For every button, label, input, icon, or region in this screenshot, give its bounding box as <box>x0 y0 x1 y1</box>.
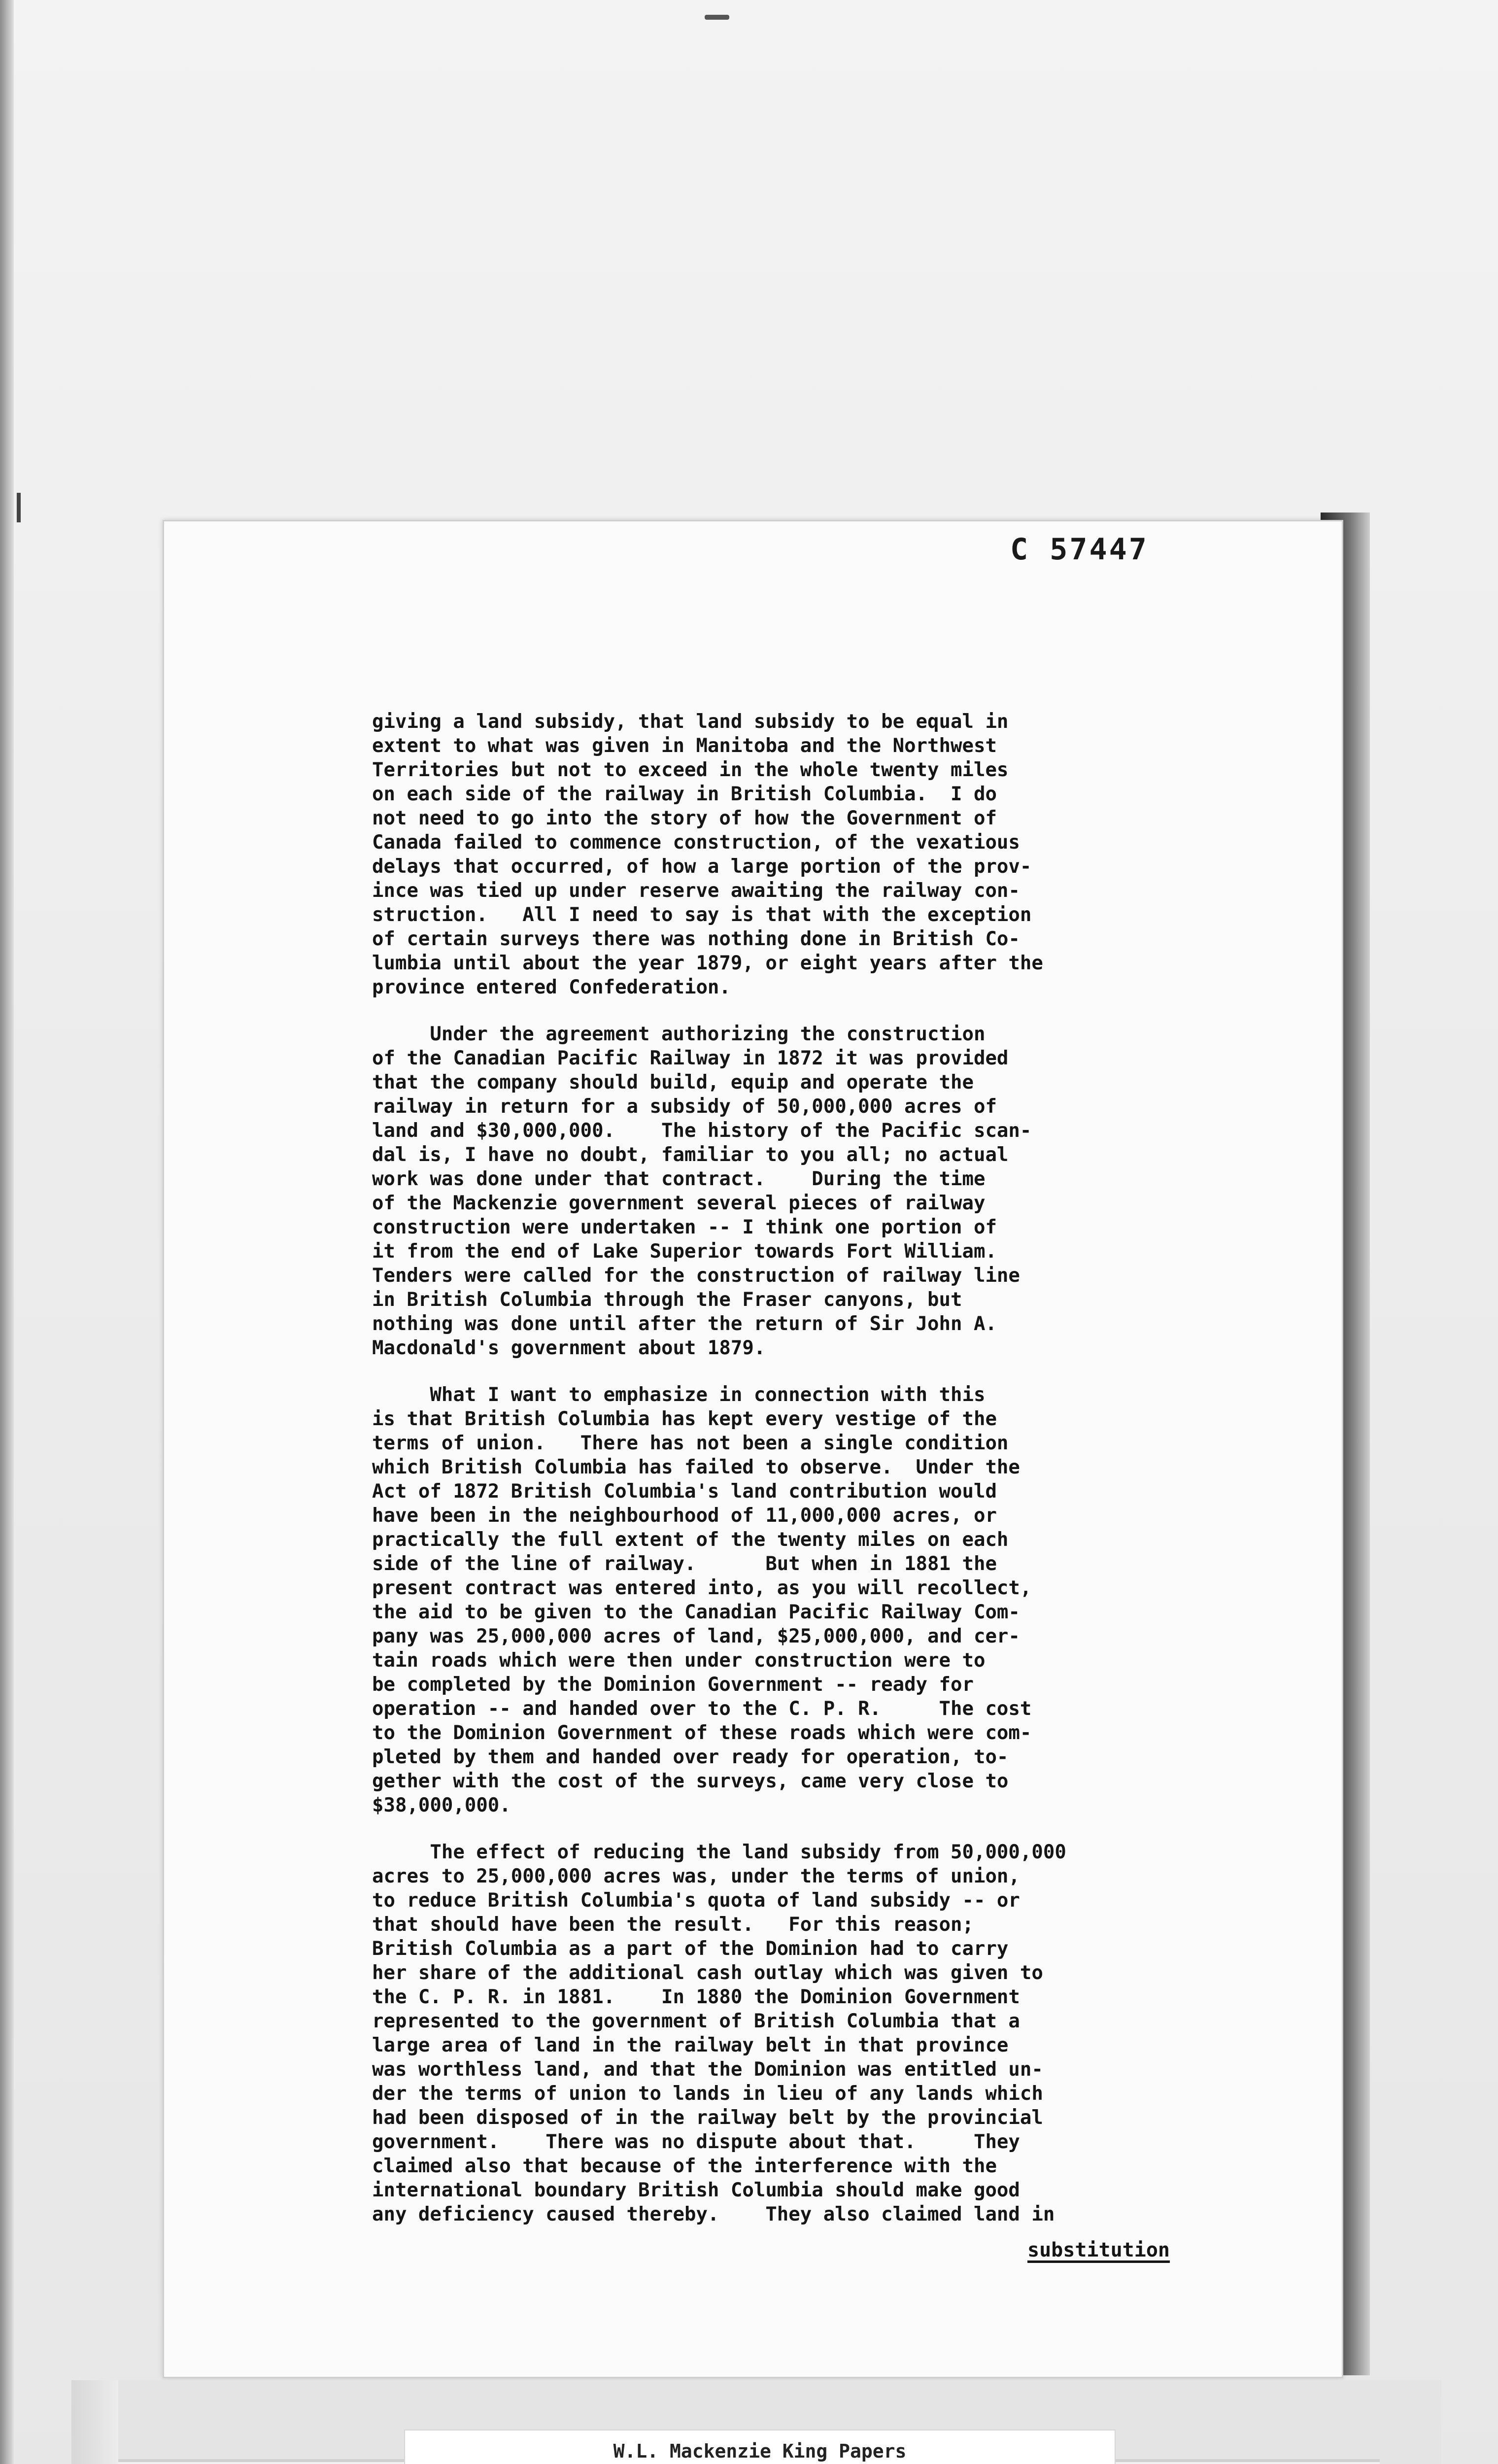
text-line: gether with the cost of the surveys, came very close to <box>372 1770 1009 1792</box>
text-line: nothing was done until after the return of Sir John A. <box>372 1313 997 1335</box>
paragraph <box>372 1840 1264 2226</box>
text-line: be completed by the Dominion Government -- ready for <box>372 1674 974 1696</box>
text-line: on each side of the railway in British Columbia. I do <box>372 783 997 805</box>
text-line: operation -- and handed over to the C. P. R. The cost <box>372 1698 1032 1720</box>
text-line: Canada failed to commence construction, of the vexatious <box>372 831 1020 854</box>
text-line: tain roads which were then under construction were to <box>372 1649 986 1672</box>
film-edge <box>0 0 14 2464</box>
text-line: giving a land subsidy, that land subsidy to be equal in <box>372 711 1009 733</box>
text-line: of the Mackenzie government several pieces of railway <box>372 1192 986 1214</box>
text-line: lumbia until about the year 1879, or eight years after the <box>372 952 1043 974</box>
collection-name: W.L. Mackenzie King Papers <box>613 2440 907 2462</box>
text-line: in British Columbia through the Fraser canyons, but <box>372 1289 962 1311</box>
text-line: ince was tied up under reserve awaiting the railway con- <box>372 880 1020 902</box>
text-line: that the company should build, equip and operate the <box>372 1071 974 1094</box>
text-line: What I want to emphasize in connection with this <box>372 1384 986 1406</box>
text-line: The effect of reducing the land subsidy from 50,000,000 <box>372 1841 1066 1863</box>
text-line: present contract was entered into, as you will recollect, <box>372 1577 1032 1599</box>
text-line: was worthless land, and that the Dominion was entitled un- <box>372 2058 1043 2081</box>
text-line: the C. P. R. in 1881. In 1880 the Dominion Government <box>372 1986 1020 2008</box>
paragraph <box>372 1022 1264 1360</box>
text-line: Act of 1872 British Columbia's land contribution would <box>372 1480 997 1503</box>
text-line: the aid to be given to the Canadian Pacific Railway Com- <box>372 1601 1020 1623</box>
text-line: practically the full extent of the twenty miles on each <box>372 1529 1009 1551</box>
text-line: struction. All I need to say is that with the exception <box>372 904 1032 926</box>
text-line: Macdonald's government about 1879. <box>372 1337 766 1359</box>
text-line: had been disposed of in the railway belt by the provincial <box>372 2107 1043 2129</box>
text-line: have been in the neighbourhood of 11,000,000 acres, or <box>372 1505 997 1527</box>
text-line: pany was 25,000,000 acres of land, $25,000,000, and cer- <box>372 1625 1020 1647</box>
scan-mark <box>705 15 729 20</box>
text-line: der the terms of union to lands in lieu of any lands which <box>372 2083 1043 2105</box>
text-line: Under the agreement authorizing the construction <box>372 1023 986 1045</box>
text-line: claimed also that because of the interference with the <box>372 2155 997 2177</box>
text-line: is that British Columbia has kept every vestige of the <box>372 1408 997 1430</box>
text-line: represented to the government of British Columbia that a <box>372 2010 1020 2032</box>
text-line: of the Canadian Pacific Railway in 1872 it was provided <box>372 1047 1009 1069</box>
text-line: which British Columbia has failed to observe. Under the <box>372 1456 1020 1478</box>
text-line: international boundary British Columbia should make good <box>372 2179 1020 2201</box>
text-line: not need to go into the story of how the Government of <box>372 807 997 829</box>
document-number: C 57447 <box>1010 532 1149 567</box>
document-body <box>372 710 1264 2249</box>
text-line: it from the end of Lake Superior towards Fort William. <box>372 1240 997 1263</box>
text-line: to reduce British Columbia's quota of land subsidy -- or <box>372 1889 1020 1912</box>
paragraph <box>372 1383 1264 1817</box>
text-line: of certain surveys there was nothing done in British Co- <box>372 928 1020 950</box>
text-line: work was done under that contract. During the time <box>372 1168 986 1190</box>
text-line: dal is, I have no doubt, familiar to you all; no actual <box>372 1144 1009 1166</box>
text-line: that should have been the result. For this reason; <box>372 1914 974 1936</box>
text-line: her share of the additional cash outlay which was given to <box>372 1962 1043 1984</box>
text-line: side of the line of railway. But when in 1881 the <box>372 1553 997 1575</box>
text-line: province entered Confederation. <box>372 976 731 998</box>
text-line: any deficiency caused thereby. They also claimed land in <box>372 2203 1055 2225</box>
text-line: extent to what was given in Manitoba and the Northwest <box>372 735 997 757</box>
catchword: substitution <box>1027 2239 1170 2261</box>
text-line: British Columbia as a part of the Dominion had to carry <box>372 1938 1009 1960</box>
text-line: construction were undertaken -- I think one portion of <box>372 1216 997 1238</box>
text-line: government. There was no dispute about that. They <box>372 2131 1020 2153</box>
scan-mark <box>17 493 21 522</box>
text-line: railway in return for a subsidy of 50,000,000 acres of <box>372 1095 997 1118</box>
text-line: to the Dominion Government of these roads which were com- <box>372 1722 1032 1744</box>
text-line: large area of land in the railway belt in that province <box>372 2034 1009 2056</box>
text-line: $38,000,000. <box>372 1794 511 1816</box>
text-line: Territories but not to exceed in the whole twenty miles <box>372 759 1009 781</box>
text-line: terms of union. There has not been a single condition <box>372 1432 1009 1454</box>
text-line: delays that occurred, of how a large portion of the prov- <box>372 856 1032 878</box>
collection-label <box>404 2430 1116 2464</box>
text-line: acres to 25,000,000 acres was, under the terms of union, <box>372 1865 1020 1887</box>
text-line: pleted by them and handed over ready for operation, to- <box>372 1746 1009 1768</box>
archive-band-edge <box>71 2380 118 2464</box>
text-line: land and $30,000,000. The history of the Pacific scan- <box>372 1120 1032 1142</box>
text-line: Tenders were called for the construction of railway line <box>372 1265 1020 1287</box>
paragraph <box>372 710 1264 999</box>
